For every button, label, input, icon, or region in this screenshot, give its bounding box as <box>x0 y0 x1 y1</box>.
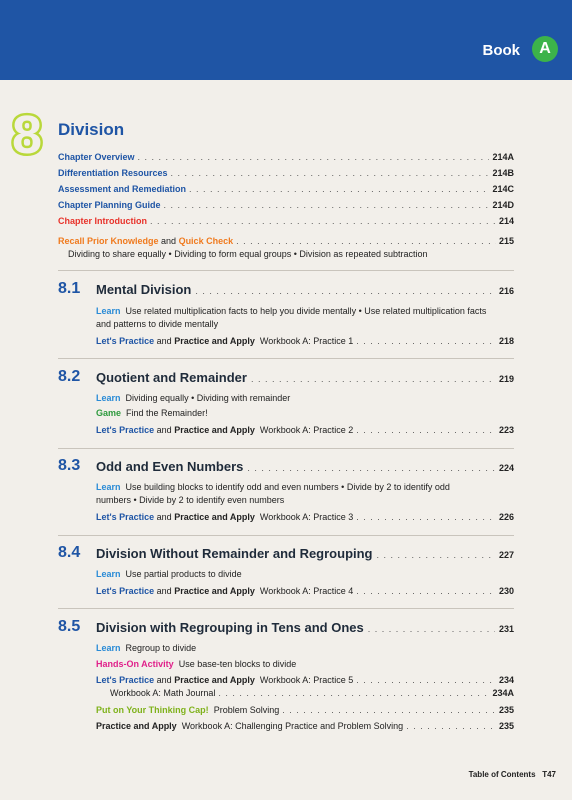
divider <box>58 608 514 609</box>
practice-line[interactable]: Let's Practice and Practice and Apply Workbook A: Practice 1 . . . 218 <box>96 335 514 347</box>
divider <box>58 270 514 271</box>
practice-line[interactable]: Let's Practice and Practice and Apply Workbook A: Practice 5 . . . 234 <box>96 674 514 686</box>
page-header-band <box>0 0 572 80</box>
toc-entry-recall[interactable]: Recall Prior Knowledge and Quick Check . . . 215 <box>58 235 514 247</box>
section-heading[interactable]: Mental Division . . . 216 <box>96 282 514 297</box>
toc-entry[interactable]: Assessment and Remediation . . . 214C <box>58 183 514 195</box>
learn-line-cont: numbers • Divide by 2 to identify even numbers <box>96 495 285 505</box>
recall-topics: Dividing to share equally • Dividing to form equal groups • Division as repeated subtraction <box>68 249 428 259</box>
book-letter-badge: A <box>532 36 558 62</box>
learn-line: Learn Regroup to divide <box>96 643 197 653</box>
toc-entry[interactable]: Differentiation Resources . . . 214B <box>58 167 514 179</box>
apply-line[interactable]: Practice and Apply Workbook A: Challenging Practice and Problem Solving . . . 235 <box>96 720 514 732</box>
section-number: 8.2 <box>58 368 81 385</box>
journal-line[interactable]: Workbook A: Math Journal . . . 234A <box>110 687 514 699</box>
footer-label: Table of Contents <box>468 770 536 779</box>
chapter-number: 8 <box>12 105 43 165</box>
section-heading[interactable]: Division Without Remainder and Regrouping . . . 227 <box>96 546 514 561</box>
section-heading[interactable]: Odd and Even Numbers . . . 224 <box>96 459 514 474</box>
toc-entry[interactable]: Chapter Overview . . . 214A <box>58 151 514 163</box>
section-number: 8.3 <box>58 457 81 474</box>
book-label: Book <box>482 42 520 59</box>
game-line: Game Find the Remainder! <box>96 408 208 418</box>
practice-line[interactable]: Let's Practice and Practice and Apply Workbook A: Practice 2 . . . 223 <box>96 424 514 436</box>
divider <box>58 358 514 359</box>
page-footer <box>469 770 556 779</box>
section-heading[interactable]: Quotient and Remainder . . . 219 <box>96 370 514 385</box>
practice-line[interactable]: Let's Practice and Practice and Apply Workbook A: Practice 3 . . . 226 <box>96 511 514 523</box>
section-number: 8.1 <box>58 280 81 297</box>
section-heading[interactable]: Division with Regrouping in Tens and Ones . . . 231 <box>96 620 514 635</box>
learn-line: Learn Use partial products to divide <box>96 569 242 579</box>
toc-entry[interactable]: Chapter Planning Guide . . . 214D <box>58 199 514 211</box>
thinking-cap-line[interactable]: Put on Your Thinking Cap! Problem Solving . . . 235 <box>96 704 514 716</box>
chapter-title: Division <box>58 120 125 139</box>
section-number: 8.5 <box>58 618 81 635</box>
handson-line: Hands-On Activity Use base-ten blocks to divide <box>96 659 297 669</box>
learn-line-cont: and patterns to divide mentally <box>96 319 219 329</box>
learn-line: Learn Use building blocks to identify odd and even numbers • Divide by 2 to identify odd <box>96 482 450 492</box>
divider <box>58 448 514 449</box>
section-number: 8.4 <box>58 544 81 561</box>
practice-line[interactable]: Let's Practice and Practice and Apply Workbook A: Practice 4 . . . 230 <box>96 585 514 597</box>
learn-line: Learn Use related multiplication facts to help you divide mentally • Use related multiplication facts <box>96 306 487 316</box>
toc-entry[interactable]: Chapter Introduction . . . 214 <box>58 215 514 227</box>
divider <box>58 535 514 536</box>
learn-line: Learn Dividing equally • Dividing with remainder <box>96 393 291 403</box>
footer-page: T47 <box>542 770 556 779</box>
